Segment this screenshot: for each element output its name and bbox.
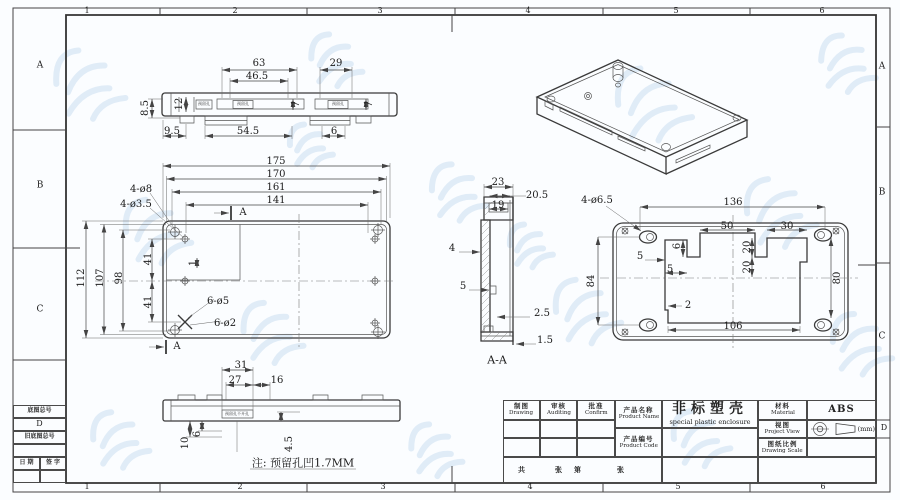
product-title-en: special plastic enclosure: [669, 417, 751, 426]
dimension-label: 6: [672, 242, 683, 250]
dimension-label: 30: [780, 221, 794, 232]
dimension-label: 10: [180, 436, 191, 450]
corner-empty-cell: [13, 444, 66, 457]
zone-label: 5: [675, 482, 681, 491]
view-label-en: Project View: [764, 428, 801, 436]
zone-label: C: [878, 331, 886, 342]
date-cell: [13, 457, 40, 470]
dimension-label: 6: [192, 430, 203, 438]
title-cell-empty: [503, 420, 540, 438]
dimension-label: 175: [266, 156, 286, 167]
corner-empty-cell: [40, 470, 66, 483]
confirm-label-en: Confirm: [584, 409, 608, 417]
dimension-label: 170: [266, 169, 286, 180]
dimension-label: 1: [188, 259, 199, 267]
date-label: 日 期: [19, 459, 34, 467]
dimension-label: 8.5: [140, 100, 151, 116]
title-cell-empty: [540, 420, 577, 438]
zone-label: 4: [527, 482, 533, 491]
dimension-label: 5: [636, 251, 644, 262]
dimension-label: 4.5: [284, 436, 295, 452]
sheet-unit2: 张: [617, 465, 624, 475]
first-angle-projection-icon: [808, 420, 856, 438]
zone-label: 1: [84, 6, 90, 15]
drawing-label-en: Drawing: [509, 409, 534, 417]
hole-callout: 4-ø8: [129, 184, 153, 195]
dimension-label: 20: [742, 240, 753, 254]
title-cell-auditing: [540, 400, 577, 420]
material-label-cn: 材料: [775, 402, 790, 411]
dimension-label: 2: [684, 300, 692, 311]
dimension-label: 6: [330, 126, 338, 137]
dimension-label: 80: [832, 271, 843, 285]
dimension-label: 12: [174, 97, 185, 111]
dimension-label: 41: [143, 252, 154, 266]
hole-callout: 6-ø5: [206, 296, 230, 307]
note-text: 注: 预留孔凹1.7MM: [251, 456, 355, 470]
material-value-cell: [807, 400, 876, 420]
drawing-label-cn: 制图: [514, 402, 529, 411]
material-label-en: Material: [770, 409, 795, 417]
dimension-label: 50: [720, 221, 734, 232]
scale-value-cell: [807, 438, 876, 457]
tiny-label: 预留孔不开孔: [225, 411, 249, 416]
tiny-label: 预留孔: [198, 101, 210, 106]
dimension-label: 7: [364, 100, 375, 108]
hole-callout: 4-ø3.5: [120, 199, 152, 210]
sign-label: 签 字: [45, 459, 61, 467]
dimension-label: 19: [491, 200, 505, 211]
sign-cell: [40, 457, 66, 470]
section-label: A: [173, 341, 181, 352]
zone-label: C: [36, 304, 44, 315]
product-title-cn: 非标塑壳: [672, 401, 748, 418]
title-cell-drawing: [503, 400, 540, 420]
revision-cell: [13, 418, 66, 431]
title-cell-view: [758, 420, 807, 438]
zone-label: 3: [377, 6, 383, 15]
title-cell-empty: [503, 438, 540, 457]
zone-label: D: [880, 423, 888, 432]
zone-label: 1: [84, 482, 90, 491]
corner-block: [13, 405, 66, 483]
title-cell-product-code: [615, 428, 662, 457]
old-base-no-label: 旧底图总号: [24, 433, 55, 441]
tiny-label: 预留孔: [332, 101, 344, 106]
zone-label: 6: [820, 482, 826, 491]
product-title-cell: [662, 400, 758, 428]
dimension-label: 29: [329, 58, 343, 69]
zone-label: 6: [819, 6, 825, 15]
section-title: A-A: [487, 353, 507, 367]
hole-callout: 4-ø6.5: [581, 195, 613, 206]
dimension-label: 106: [723, 321, 743, 332]
material-value: ABS: [828, 403, 855, 415]
dimension-label: 2.5: [534, 308, 550, 319]
sheet-total-label: 共: [518, 465, 525, 475]
dimension-label: 46.5: [245, 71, 269, 82]
title-cell-empty: [577, 420, 615, 438]
dimension-label: 9.5: [164, 126, 180, 137]
dimension-label: 5: [666, 264, 674, 275]
dimension-label: 16: [270, 375, 284, 386]
title-cell-empty: [758, 457, 876, 483]
scale-label-cn: 图纸比例: [767, 439, 798, 448]
view-label-cn: 视图: [775, 421, 790, 430]
zone-label: 2: [232, 6, 238, 15]
revision-value: D: [36, 419, 43, 429]
zone-label: 2: [237, 482, 243, 491]
old-base-no-cell: [13, 431, 66, 444]
auditing-label-en: Auditing: [546, 409, 571, 417]
dimension-label: 112: [76, 268, 87, 288]
projection-symbol-cell: [807, 420, 876, 438]
dimension-label: 141: [266, 195, 286, 206]
zone-label: B: [878, 187, 886, 198]
dimension-label: 5: [459, 281, 467, 292]
base-no-cell: [13, 405, 66, 418]
corner-empty-cell: [13, 470, 40, 483]
dimension-label: 7: [291, 100, 302, 108]
dimension-label: 23: [491, 177, 505, 188]
scale-label-en: Drawing Scale: [762, 447, 803, 454]
title-block: [503, 400, 876, 483]
title-cell-scale: [758, 438, 807, 457]
product-code-label-cn: 产品编号: [623, 434, 654, 443]
dimension-label: 20.5: [525, 190, 549, 201]
dimension-label: 136: [723, 197, 743, 208]
tiny-label: 预留孔: [237, 101, 249, 106]
title-cell-material: [758, 400, 807, 420]
title-cell-product-name: [615, 400, 662, 428]
section-label: A: [239, 207, 247, 218]
zone-label: A: [36, 60, 44, 71]
zone-label: 3: [380, 482, 386, 491]
zone-label: A: [878, 61, 886, 72]
confirm-label-cn: 批准: [588, 402, 604, 411]
hole-callout: 6-ø2: [213, 318, 237, 329]
dimension-label: 31: [234, 360, 248, 371]
dimension-label: 63: [252, 58, 266, 69]
product-name-label-cn: 产品名称: [623, 406, 654, 415]
sheet-count-row: [503, 457, 662, 483]
zone-label: 4: [525, 6, 531, 15]
sheet-unit1: 张: [555, 465, 562, 475]
title-cell-confirm: [577, 400, 615, 420]
title-cell-empty: [662, 457, 758, 483]
dimension-label: 4: [448, 243, 456, 254]
sheet-no-label: 第: [574, 465, 581, 475]
zone-label: B: [36, 180, 44, 191]
auditing-label-cn: 审核: [551, 402, 566, 411]
dimension-label: 161: [266, 182, 286, 193]
product-code-label-en: Product Code: [619, 442, 658, 449]
dimension-label: 98: [114, 271, 125, 285]
product-code-value-cell: [662, 428, 758, 457]
dimension-label: 27: [228, 375, 242, 386]
dimension-label: 1.5: [537, 335, 553, 346]
units-label: (mm): [857, 424, 875, 433]
dimension-label: 41: [143, 295, 154, 309]
dimension-label: 20: [742, 260, 753, 274]
product-name-label-en: Product Name: [618, 413, 659, 421]
dimension-label: 107: [95, 268, 106, 288]
title-cell-empty: [577, 438, 615, 457]
zone-label: 5: [673, 6, 679, 15]
dimension-label: 84: [586, 274, 597, 288]
dimension-label: 54.5: [236, 126, 260, 137]
title-cell-empty: [540, 438, 577, 457]
base-no-label: 底图总号: [27, 407, 52, 415]
